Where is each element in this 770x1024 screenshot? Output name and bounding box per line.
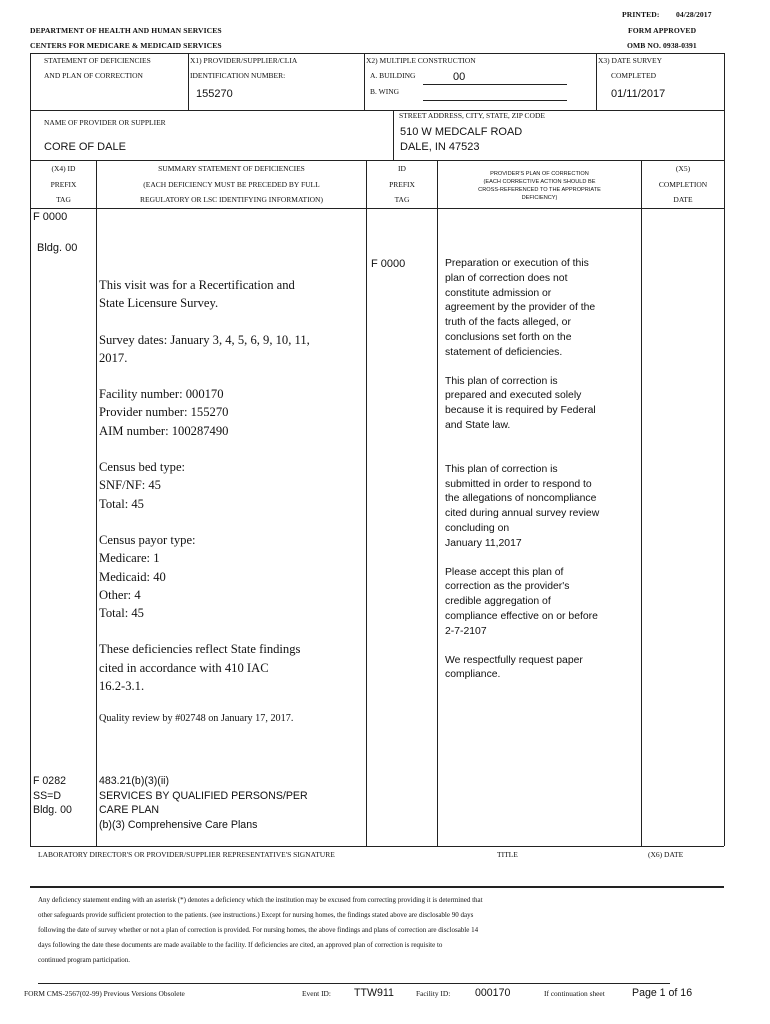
plan-paragraph (445, 463, 640, 552)
x4-id-label: (X4) ID (51, 164, 76, 173)
plan-line: credible aggregation of (445, 596, 551, 608)
summary-line: These deficiencies reflect State findings (99, 642, 301, 657)
summary-line: This visit was for a Recertification and (99, 278, 295, 292)
wing-label: B. WING (370, 87, 400, 96)
facility-id-value: 000170 (475, 987, 511, 999)
quality-review: Quality review by #02748 on January 17, 2017. (99, 713, 294, 724)
completed-label: COMPLETED (611, 71, 656, 80)
multiple-construction-label: X2) MULTIPLE CONSTRUCTION (366, 56, 476, 65)
event-id-label: Event ID: (302, 989, 331, 998)
provider-name-label: NAME OF PROVIDER OR SUPPLIER (44, 118, 166, 127)
survey-completed-date: 01/11/2017 (611, 88, 666, 100)
page-number: Page 1 of 16 (632, 987, 693, 999)
tag-label: TAG (394, 195, 410, 204)
summary-line: Medicaid: 40 (99, 569, 166, 584)
summary-paragraph (99, 640, 364, 695)
summary-subheading: (EACH DEFICIENCY MUST BE PRECEDED BY FULL (143, 180, 320, 189)
continuation-label: If continuation sheet (544, 989, 605, 998)
plan-line: This plan of correction is (445, 375, 558, 387)
building-value: 00 (453, 71, 466, 83)
rule (30, 110, 724, 111)
regulation-subtitle: (b)(3) Comprehensive Care Plans (99, 818, 258, 831)
footnote-line: Any deficiency statement ending with an asterisk (*) denotes a deficiency which the institution may be excused from correcting providing it is determined that (38, 896, 483, 904)
summary-line: SNF/NF: 45 (99, 478, 161, 493)
plan-line: the allegations of noncompliance (445, 493, 597, 505)
summary-paragraph (99, 385, 364, 440)
x6-date-label: (X6) DATE (648, 850, 684, 859)
printed-label: PRINTED: (622, 10, 660, 19)
rule (641, 160, 642, 846)
summary-line: Facility number: 000170 (99, 387, 224, 402)
facility-id-label: Facility ID: (416, 989, 451, 998)
building-label: A. BUILDING (370, 71, 416, 80)
summary-line: Census bed type: (99, 460, 186, 475)
rule (188, 53, 189, 110)
summary-paragraph (99, 531, 364, 622)
plan-subheading2: CROSS-REFERENCED TO THE APPROPRIATE (478, 187, 601, 193)
plan-line: statement of deficiencies. (445, 346, 563, 358)
plan-line: Please accept this plan of (445, 566, 564, 578)
plan-line: Preparation or execution of this (445, 258, 589, 269)
title-label: TITLE (497, 850, 518, 859)
plan-line: cited during annual survey review (445, 508, 600, 520)
plan-paragraph (445, 566, 640, 640)
id-prefix-tag-f0000: F 0000 (371, 258, 406, 270)
form-approved: FORM APPROVED (628, 26, 697, 35)
summary-line: Survey dates: January 3, 4, 5, 6, 9, 10, 11, (99, 332, 310, 347)
plan-line: and State law. (445, 419, 511, 431)
rule (393, 110, 394, 160)
footnote-line: other safeguards provide sufficient protection to the patients. (see instructions.) Except for nursing homes, the findings stated above are disclosable 90 days (38, 911, 474, 919)
x4-tag-label: TAG (56, 195, 71, 204)
plan-line: January 11,2017 (445, 537, 522, 549)
regulation-block (99, 774, 308, 832)
plan-subheading3: DEFICIENCY) (521, 195, 558, 201)
provider-id-value: 155270 (196, 88, 233, 100)
summary-line: AIM number: 100287490 (99, 423, 229, 438)
provider-name: CORE OF DALE (44, 141, 126, 153)
plan-line: 2-7-2107 (445, 625, 487, 637)
statement-label: STATEMENT OF DEFICIENCIES (44, 56, 151, 65)
rule (596, 53, 597, 110)
omb-number: OMB NO. 0938-0391 (627, 41, 697, 50)
summary-line: Total: 45 (99, 496, 144, 511)
summary-line: 2017. (99, 350, 128, 365)
footnote-line: continued program participation. (38, 956, 130, 964)
building-tag: Bldg. 00 (37, 242, 78, 254)
address-line2: DALE, IN 47523 (400, 141, 480, 153)
plan-line: correction as the provider's (445, 581, 570, 593)
summary-line: cited in accordance with 410 IAC (99, 660, 269, 675)
prefix-tag-f0282: F 0282 (33, 775, 66, 787)
address-line1: 510 W MEDCALF ROAD (400, 126, 523, 138)
plan-paragraph (445, 257, 640, 361)
rule (96, 160, 97, 846)
footnote (38, 893, 718, 968)
plan-line: because it is required by Federal (445, 405, 596, 417)
plan-line: We respectfully request paper (445, 654, 583, 666)
summary-subheading2: REGULATORY OR LSC IDENTIFYING INFORMATION) (140, 195, 323, 204)
rule (30, 208, 724, 209)
summary-heading: SUMMARY STATEMENT OF DEFICIENCIES (158, 164, 305, 173)
plan-line: This plan of correction is (445, 463, 558, 475)
prefix-label: PREFIX (389, 180, 415, 189)
plan-line: plan of correction does not (445, 272, 568, 284)
summary-line: 16.2-3.1. (99, 679, 145, 694)
footnote-rule (30, 886, 724, 888)
form-number: FORM CMS-2567(02-99) Previous Versions Obsolete (24, 989, 185, 998)
plan-text (445, 257, 640, 683)
signature-label: LABORATORY DIRECTOR'S OR PROVIDER/SUPPLIER REPRESENTATIVE'S SIGNATURE (38, 850, 335, 859)
summary-paragraph (99, 458, 364, 513)
department-title: DEPARTMENT OF HEALTH AND HUMAN SERVICES (30, 26, 222, 35)
rule (724, 53, 725, 846)
rule (364, 53, 365, 110)
plan-paragraph (445, 375, 640, 434)
x5-label: (X5) (675, 164, 691, 173)
cms-title: CENTERS FOR MEDICARE & MEDICAID SERVICES (30, 41, 222, 50)
rule (30, 846, 724, 847)
plan-label: AND PLAN OF CORRECTION (44, 71, 143, 80)
summary-line: Medicare: 1 (99, 551, 160, 566)
id-label: ID (398, 164, 406, 173)
plan-subheading: (EACH CORRECTIVE ACTION SHOULD BE (483, 179, 596, 185)
regulation-title: CARE PLAN (99, 804, 160, 817)
date-survey-label: X3) DATE SURVEY (598, 56, 662, 65)
summary-text (99, 276, 364, 695)
plan-line: truth of the facts alleged, or (445, 317, 571, 329)
completion-label: COMPLETION (658, 180, 708, 189)
summary-line: Provider number: 155270 (99, 405, 229, 420)
event-id-value: TTW911 (354, 987, 394, 999)
plan-line: prepared and executed solely (445, 390, 582, 402)
prefix-tag-f0000: F 0000 (33, 211, 68, 223)
plan-line: compliance. (445, 669, 501, 681)
wing-underline (423, 100, 567, 101)
plan-line: submitted in order to respond to (445, 478, 592, 490)
summary-line: Total: 45 (99, 606, 144, 621)
plan-line: agreement by the provider of the (445, 302, 596, 314)
plan-line: conclusions set forth on the (445, 331, 572, 343)
plan-line: compliance effective on or before (445, 610, 598, 622)
summary-paragraph (99, 276, 364, 313)
date-label: DATE (673, 195, 693, 204)
building-underline (423, 84, 567, 85)
deficiency-tag-block (33, 774, 72, 818)
summary-line: Other: 4 (99, 587, 141, 602)
footnote-line: following the date of survey whether or not a plan of correction is provided. For nursing homes, the above findings and plans of correction are disclosable 14 (38, 926, 479, 934)
footer-rule (38, 983, 670, 984)
rule (30, 53, 724, 54)
summary-paragraph (99, 331, 364, 368)
scope-severity: SS=D (33, 789, 61, 802)
printed-date: 04/28/2017 (676, 10, 712, 19)
street-address-label: STREET ADDRESS, CITY, STATE, ZIP CODE (399, 111, 545, 120)
plan-heading: PROVIDER'S PLAN OF CORRECTION (490, 171, 589, 177)
x4-prefix-label: PREFIX (50, 180, 77, 189)
footnote-line: days following the date these documents are made available to the facility. If deficiencies are cited, an approved plan of correction is requisite to (38, 941, 443, 949)
summary-line: Census payor type: (99, 532, 196, 547)
summary-line: State Licensure Survey. (99, 296, 219, 311)
rule (437, 160, 438, 846)
building-tag: Bldg. 00 (33, 804, 72, 817)
plan-line: constitute admission or (445, 287, 552, 299)
rule (30, 160, 724, 161)
regulation-citation: 483.21(b)(3)(ii) (99, 775, 170, 787)
plan-paragraph (445, 654, 640, 684)
identification-number-label: IDENTIFICATION NUMBER: (190, 71, 286, 80)
provider-id-label: X1) PROVIDER/SUPPLIER/CLIA (190, 56, 298, 65)
rule (366, 160, 367, 846)
regulation-title: SERVICES BY QUALIFIED PERSONS/PER (99, 789, 308, 802)
plan-line: concluding on (445, 522, 510, 534)
